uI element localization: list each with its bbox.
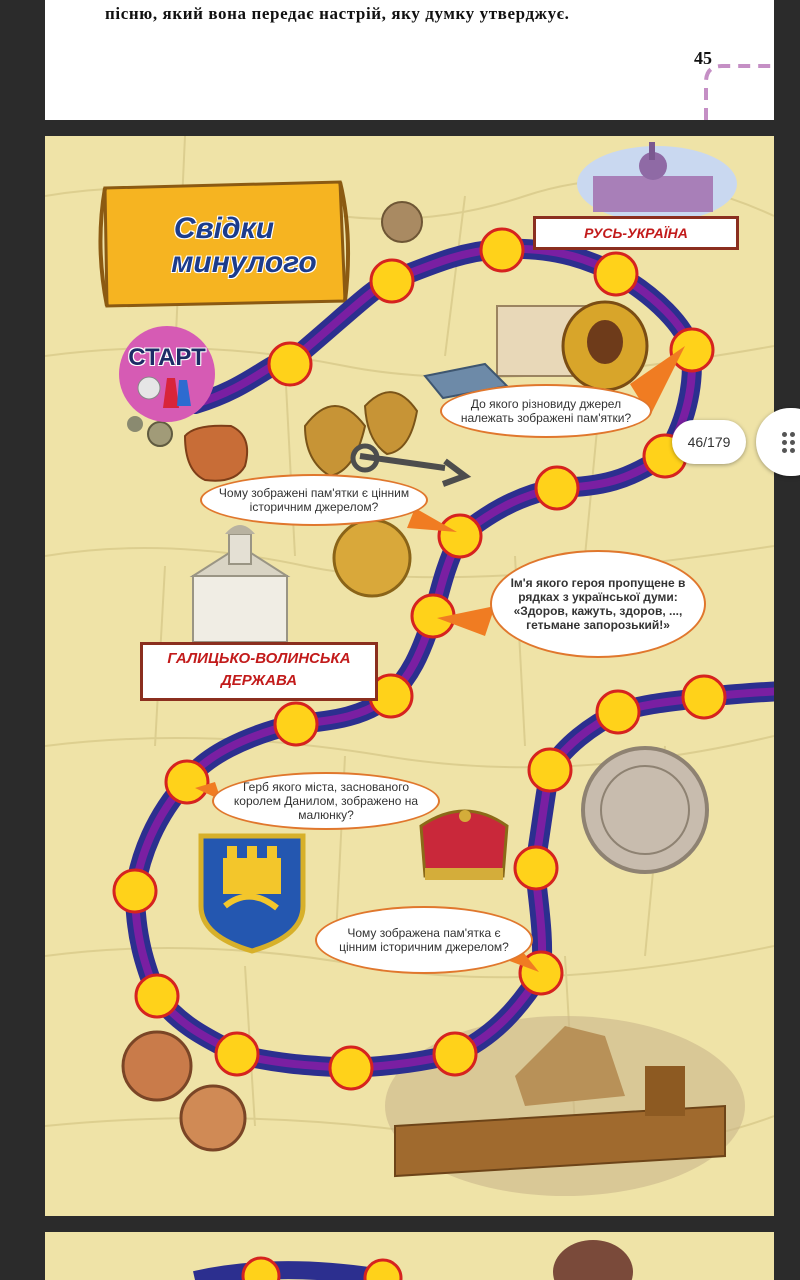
church-image (193, 525, 287, 642)
cathedral-image (577, 142, 737, 222)
page-number: 45 (694, 48, 712, 68)
question-bubble-duma-hero: Ім'я якого героя пропущене в рядках з української думи: «Здоров, кажуть, здоров, ..., гетьмане запорозький!» (490, 550, 706, 658)
question-bubble-valuable-sources: Чому зображені пам'ятки є цінним історичним джерелом? (200, 474, 428, 526)
path-stop (434, 1033, 476, 1075)
title-scroll (103, 182, 345, 304)
game-pieces-icon (119, 326, 215, 422)
ribbon-gal-line-1: ГАЛИЦЬКО-ВОЛИНСЬКА (167, 650, 351, 667)
game-board-page (45, 136, 774, 1216)
path-stop (371, 260, 413, 302)
next-page-artwork (45, 1232, 774, 1280)
crown-image (421, 810, 507, 880)
ribbon-gal-line-2: ДЕРЖАВА (220, 672, 298, 689)
path-stop (595, 253, 637, 295)
question-bubble-crown-source: Чому зображена пам'ятка є цінним історичним джерелом? (315, 906, 533, 974)
ribbon-rus-ukraine: РУСЬ-УКРАЇНА (533, 216, 739, 250)
question-bubble-coat-of-arms: Герб якого міста, заснованого королем Данилом, зображено на малюнку? (212, 772, 440, 830)
path-stop (136, 975, 178, 1017)
path-stop (269, 343, 311, 385)
ribbon-galicia-volhynia (140, 642, 378, 701)
path-stop (166, 761, 208, 803)
path-stop (114, 870, 156, 912)
page-counter: 46/179 (672, 420, 746, 464)
path-stop (529, 749, 571, 791)
start-label: СТАРТ (128, 344, 206, 371)
question-bubble-sources-type: До якого різновиду джерел належать зображені пам'ятки? (440, 384, 652, 438)
board-title (103, 212, 345, 280)
start-circle (119, 326, 215, 422)
path-stop (515, 847, 557, 889)
path-stop (216, 1033, 258, 1075)
title-line-1: Свідки (173, 212, 275, 245)
path-stop (536, 467, 578, 509)
page-text-line: пісню, який вона передає настрій, яку думку утверджує. (105, 4, 570, 23)
dashed-corner-decoration (704, 60, 774, 120)
path-stop (597, 691, 639, 733)
path-stop (330, 1047, 372, 1089)
path-stop (683, 676, 725, 718)
next-page-top (45, 1232, 774, 1280)
path-stop (481, 229, 523, 271)
path-stop (671, 329, 713, 371)
path-stop (439, 515, 481, 557)
title-line-2: минулого (171, 246, 317, 279)
path-stop (275, 703, 317, 745)
coat-of-arms-image (201, 836, 303, 951)
previous-page-bottom (45, 0, 774, 120)
